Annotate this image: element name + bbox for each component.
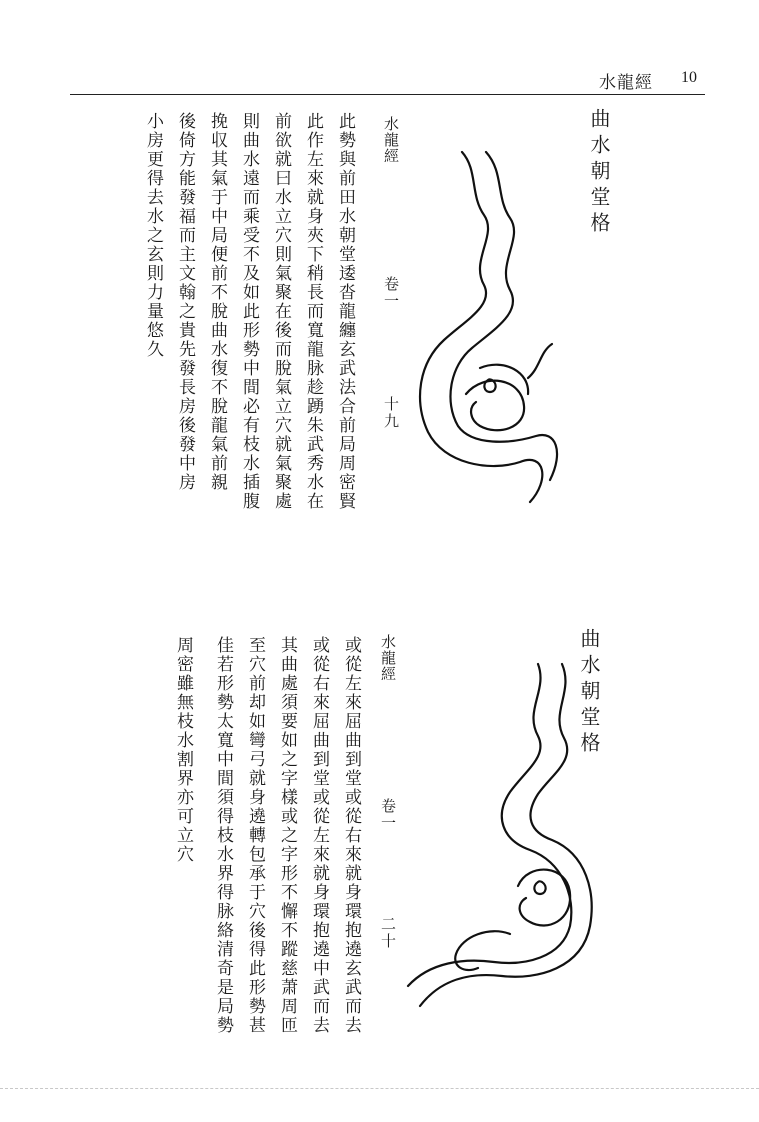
bottom-text-column-6: 周密雖無枝水割界亦可立穴 [173,636,193,864]
scan-bottom-edge [0,1088,759,1089]
top-text-column-7: 小房更得去水之玄則力量悠久 [143,112,163,359]
top-text-column-4: 則曲水遠而乘受不及如此形勢中間必有枝水插腹 [239,112,259,511]
bottom-enclosing-arc [518,870,570,926]
top-text-column-3: 前欲就曰水立穴則氣聚在後而脫氣立穴就氣聚處 [271,112,291,511]
bottom-volume-label: 卷一 [379,798,397,832]
bottom-book-label: 水龍經 [379,634,397,682]
bottom-text-column-4: 至穴前却如彎弓就身遶轉包承于穴後得此形勢甚 [245,636,265,1035]
top-branch-outlet [528,344,552,378]
bottom-cave-ring [534,881,545,894]
bottom-river-inner-bank [420,664,592,1006]
top-diagram-title: 曲水朝堂格 [587,108,611,238]
top-text-column-5: 挽収其氣于中局便前不脫曲水復不脫龍氣前親 [207,112,227,492]
bottom-diagram-title: 曲水朝堂格 [577,628,601,758]
bottom-water-diagram [398,650,598,1020]
top-river-outer-bank [420,152,542,502]
bottom-leaf-number: 二十 [379,916,397,950]
running-header [70,64,705,95]
top-river-inner-bank [450,152,557,480]
top-text-column-2: 此作左來就身夾下稍長而寬龍脉趁踴朱武秀水在 [303,112,323,511]
bottom-branch-curl [455,931,510,970]
top-text-column-6: 後倚方能發福而主文翰之貴先發長房後發中房 [175,112,195,492]
bottom-text-column-1: 或從左來屈曲到堂或從右來就身環抱遶玄武而去 [341,636,361,1035]
top-text-column-1: 此勢與前田水朝堂逶沓龍纏玄武法合前局周密賢 [335,112,355,511]
top-volume-label: 卷一 [382,276,400,310]
top-leaf-number: 十九 [382,396,400,430]
bottom-text-column-2: 或從右來屈曲到堂或從左來就身環抱遶中武而去 [309,636,329,1035]
top-book-label: 水龍經 [382,116,400,164]
bottom-text-column-3: 其曲處須要如之字樣或之字形不懈不蹤慈萧周匝 [277,636,297,1035]
top-water-diagram [400,140,570,520]
bottom-text-column-5: 佳若形勢太寬中間須得枝水界得脉絡清奇是局勢 [213,636,233,1035]
page-number: 10 [681,69,697,86]
running-header-title: 水龍經 [599,73,653,93]
bottom-river-outer-bank [408,664,571,986]
